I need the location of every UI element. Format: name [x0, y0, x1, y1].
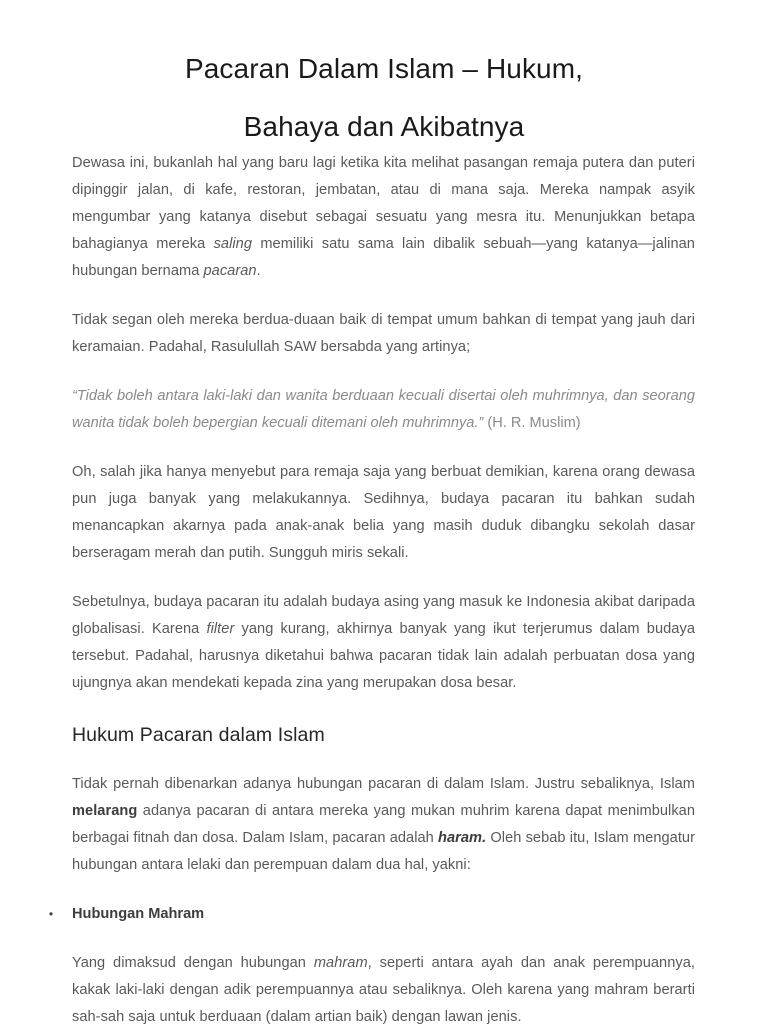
- hadith-quote: [72, 383, 695, 437]
- paragraph-hadith-intro: Tidak segan oleh mereka berdua-duaan baik di tempat umum bahkan di tempat yang jauh dari keramaian. Padahal, Rasulullah SAW bersabda yang artinya;: [72, 312, 695, 355]
- hadith-quote-text: “Tidak boleh antara laki-laki dan wanita berduaan kecuali disertai oleh muhrimnya, dan seorang wanita tidak boleh bepergian kecuali ditemani oleh muhrimnya.”: [72, 388, 695, 431]
- bullet-icon: •: [48, 907, 54, 921]
- emphasis-saling: saling: [213, 236, 253, 252]
- list-item: [46, 901, 695, 928]
- paragraph-mahram: [72, 950, 695, 1031]
- emphasis-mahram: mahram: [313, 955, 368, 971]
- paragraph-budaya-asing: [72, 589, 695, 697]
- paragraph-budaya-text-b: yang kurang, akhirnya banyak yang ikut terjerumus dalam budaya tersebut. Padahal, harusnya diketahui bahwa pacaran tidak lain adalah perbuatan dosa yang ujungnya akan mendekati kepada zina yang merupakan dosa besar.: [72, 621, 695, 691]
- emphasis-pacaran: pacaran: [203, 263, 257, 279]
- page-title: [0, 40, 768, 156]
- paragraph-budaya-text-a: Sebetulnya, budaya pacaran itu adalah budaya asing yang masuk ke Indonesia akibat daripada globalisasi. Karena: [72, 594, 695, 637]
- paragraph-intro-text-c: .: [256, 263, 261, 279]
- section-heading-hukum-pacaran: Hukum Pacaran dalam Islam: [72, 724, 325, 746]
- document-body: [48, 150, 696, 1031]
- paragraph-hukum-text-a: Tidak pernah dibenarkan adanya hubungan pacaran di dalam Islam. Justru sebaliknya, Islam: [72, 776, 695, 792]
- bullet-list: [48, 901, 695, 928]
- paragraph-hukum: [72, 771, 695, 879]
- paragraph-remaja: Oh, salah jika hanya menyebut para remaja saja yang berbuat demikian, karena orang dewasa pun juga banyak yang melakukannya. Sedihnya, budaya pacaran itu bahkan sudah menancapkan akarnya pada anak-anak belia yang masih duduk dibangku sekolah dasar berseragam merah dan putih. Sungguh miris sekali.: [72, 464, 695, 561]
- title-block: [0, 0, 768, 156]
- list-item-label: Hubungan Mahram: [72, 906, 205, 922]
- paragraph-intro: [72, 150, 695, 285]
- page-title-line-2: Bahaya dan Akibatnya: [243, 111, 525, 142]
- strong-melarang: melarang: [72, 803, 138, 819]
- paragraph-hukum-text-c: Oleh sebab itu, Islam mengatur hubungan antara lelaki dan perempuan dalam dua hal, yakni:: [72, 830, 696, 873]
- page-title-line-1: Pacaran Dalam Islam – Hukum,: [184, 53, 584, 84]
- emphasis-filter: filter: [206, 621, 235, 637]
- paragraph-mahram-text-b: , seperti antara ayah dan anak perempuannya, kakak laki-laki dengan adik perempuannya atau sebaliknya. Oleh karena yang mahram berarti sah-sah saja untuk berduaan (dalam artian baik) dengan lawan jenis.: [72, 955, 695, 1025]
- hadith-attribution: (H. R. Muslim): [483, 415, 581, 431]
- strong-italic-haram: haram.: [438, 830, 487, 846]
- paragraph-intro-text-b: memiliki satu sama lain dibalik sebuah—yang katanya—jalinan hubungan bernama: [72, 236, 695, 279]
- paragraph-intro-text-a: Dewasa ini, bukanlah hal yang baru lagi ketika kita melihat pasangan remaja putera dan puteri dipinggir jalan, di kafe, restoran, jembatan, atau di mana saja. Mereka nampak asyik mengumbar yang katanya disebut sebagai sesuatu yang mesra itu. Menunjukkan betapa bahagianya mereka: [72, 155, 695, 252]
- paragraph-hukum-text-b: adanya pacaran di antara mereka yang mukan muhrim karena dapat menimbulkan berbagai fitnah dan dosa. Dalam Islam, pacaran adalah: [72, 803, 695, 846]
- paragraph-mahram-text-a: Yang dimaksud dengan hubungan: [72, 955, 314, 971]
